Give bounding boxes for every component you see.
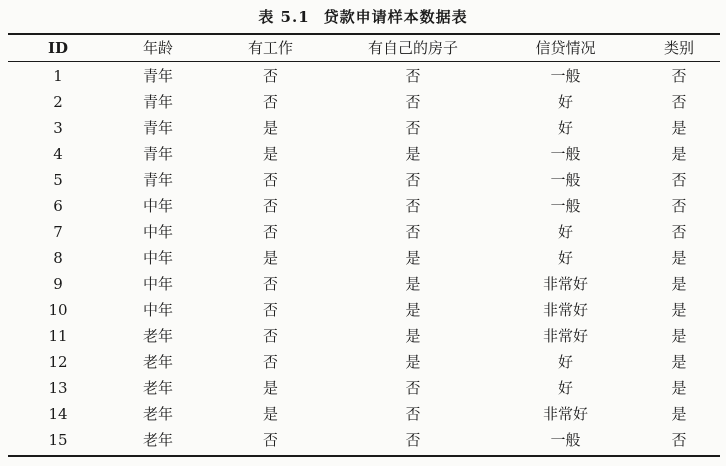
cell-credit: 非常好: [542, 327, 588, 345]
cell-has-job: 否: [262, 67, 278, 85]
cell-id: 8: [53, 249, 63, 267]
table-row: [8, 219, 720, 245]
cell-id: 14: [48, 405, 68, 423]
cell-class: 否: [671, 93, 687, 111]
cell-credit: 一般: [550, 431, 581, 449]
cell-has-job: 否: [262, 93, 278, 111]
table-row: [8, 401, 720, 427]
cell-own-house: 是: [405, 301, 421, 319]
cell-has-job: 是: [262, 145, 278, 163]
cell-has-job: 否: [262, 353, 278, 371]
cell-class: 否: [671, 197, 687, 215]
cell-has-job: 是: [262, 405, 278, 423]
cell-own-house: 否: [405, 379, 421, 397]
cell-class: 是: [671, 119, 687, 137]
cell-class: 是: [671, 275, 687, 293]
cell-has-job: 否: [262, 223, 278, 241]
cell-class: 是: [671, 379, 687, 397]
table-row: [8, 323, 720, 349]
cell-own-house: 否: [405, 431, 421, 449]
cell-has-job: 否: [262, 171, 278, 189]
cell-own-house: 否: [405, 119, 421, 137]
cell-has-job: 是: [262, 379, 278, 397]
header-has-job: 有工作: [247, 39, 293, 57]
table-row: [8, 427, 720, 453]
cell-credit: 好: [557, 353, 573, 371]
cell-own-house: 否: [405, 405, 421, 423]
cell-own-house: 是: [405, 275, 421, 293]
cell-id: 1: [53, 67, 63, 85]
cell-own-house: 是: [405, 249, 421, 267]
cell-age: 青年: [142, 145, 173, 163]
table-bottom-rule: [8, 455, 720, 457]
cell-age: 青年: [142, 67, 173, 85]
header-credit: 信贷情况: [535, 39, 596, 57]
cell-has-job: 否: [262, 431, 278, 449]
cell-class: 是: [671, 353, 687, 371]
header-class: 类别: [663, 39, 694, 57]
cell-age: 青年: [142, 119, 173, 137]
cell-own-house: 否: [405, 197, 421, 215]
cell-age: 老年: [142, 327, 173, 345]
cell-id: 6: [53, 197, 63, 215]
cell-id: 11: [48, 327, 68, 345]
table-row: [8, 89, 720, 115]
cell-class: 否: [671, 171, 687, 189]
cell-age: 老年: [142, 379, 173, 397]
cell-class: 否: [671, 67, 687, 85]
cell-age: 中年: [142, 223, 173, 241]
cell-credit: 好: [557, 223, 573, 241]
cell-id: 3: [53, 119, 63, 137]
cell-has-job: 是: [262, 119, 278, 137]
cell-own-house: 否: [405, 67, 421, 85]
cell-has-job: 否: [262, 275, 278, 293]
cell-age: 中年: [142, 301, 173, 319]
table-caption-text: 贷款申请样本数据表: [323, 8, 468, 26]
table-row: [8, 245, 720, 271]
table-row: [8, 349, 720, 375]
cell-id: 13: [48, 379, 68, 397]
cell-id: 7: [53, 223, 63, 241]
cell-age: 老年: [142, 405, 173, 423]
table-row: [8, 141, 720, 167]
cell-age: 中年: [142, 249, 173, 267]
cell-class: 是: [671, 301, 687, 319]
cell-age: 老年: [142, 431, 173, 449]
cell-has-job: 否: [262, 327, 278, 345]
cell-has-job: 否: [262, 197, 278, 215]
table-row: [8, 167, 720, 193]
table-row: [8, 115, 720, 141]
cell-id: 12: [48, 353, 68, 371]
cell-class: 是: [671, 249, 687, 267]
table-caption-number: 表 5.1: [258, 8, 310, 26]
cell-credit: 一般: [550, 197, 581, 215]
cell-own-house: 是: [405, 353, 421, 371]
header-id: ID: [47, 39, 69, 57]
cell-age: 青年: [142, 93, 173, 111]
cell-credit: 好: [557, 119, 573, 137]
cell-age: 青年: [142, 171, 173, 189]
cell-credit: 好: [557, 379, 573, 397]
cell-id: 2: [53, 93, 63, 111]
cell-id: 4: [53, 145, 63, 163]
cell-credit: 好: [557, 93, 573, 111]
cell-credit: 一般: [550, 171, 581, 189]
cell-credit: 一般: [550, 67, 581, 85]
cell-own-house: 是: [405, 145, 421, 163]
cell-has-job: 否: [262, 301, 278, 319]
cell-class: 是: [671, 405, 687, 423]
cell-class: 是: [671, 145, 687, 163]
cell-class: 否: [671, 431, 687, 449]
header-age: 年龄: [142, 39, 173, 57]
cell-id: 9: [53, 275, 63, 293]
table-row: [8, 193, 720, 219]
cell-own-house: 是: [405, 327, 421, 345]
cell-age: 中年: [142, 197, 173, 215]
cell-own-house: 否: [405, 171, 421, 189]
cell-age: 中年: [142, 275, 173, 293]
cell-age: 老年: [142, 353, 173, 371]
cell-id: 5: [53, 171, 63, 189]
cell-id: 10: [48, 301, 68, 319]
cell-own-house: 否: [405, 223, 421, 241]
cell-own-house: 否: [405, 93, 421, 111]
table-row: [8, 375, 720, 401]
header-own-house: 有自己的房子: [367, 39, 458, 57]
cell-id: 15: [48, 431, 68, 449]
cell-credit: 非常好: [542, 405, 588, 423]
cell-has-job: 是: [262, 249, 278, 267]
cell-class: 否: [671, 223, 687, 241]
table-row: [8, 271, 720, 297]
cell-credit: 非常好: [542, 275, 588, 293]
table-row: [8, 63, 720, 89]
table-row: [8, 297, 720, 323]
cell-credit: 好: [557, 249, 573, 267]
cell-credit: 一般: [550, 145, 581, 163]
cell-class: 是: [671, 327, 687, 345]
cell-credit: 非常好: [542, 301, 588, 319]
